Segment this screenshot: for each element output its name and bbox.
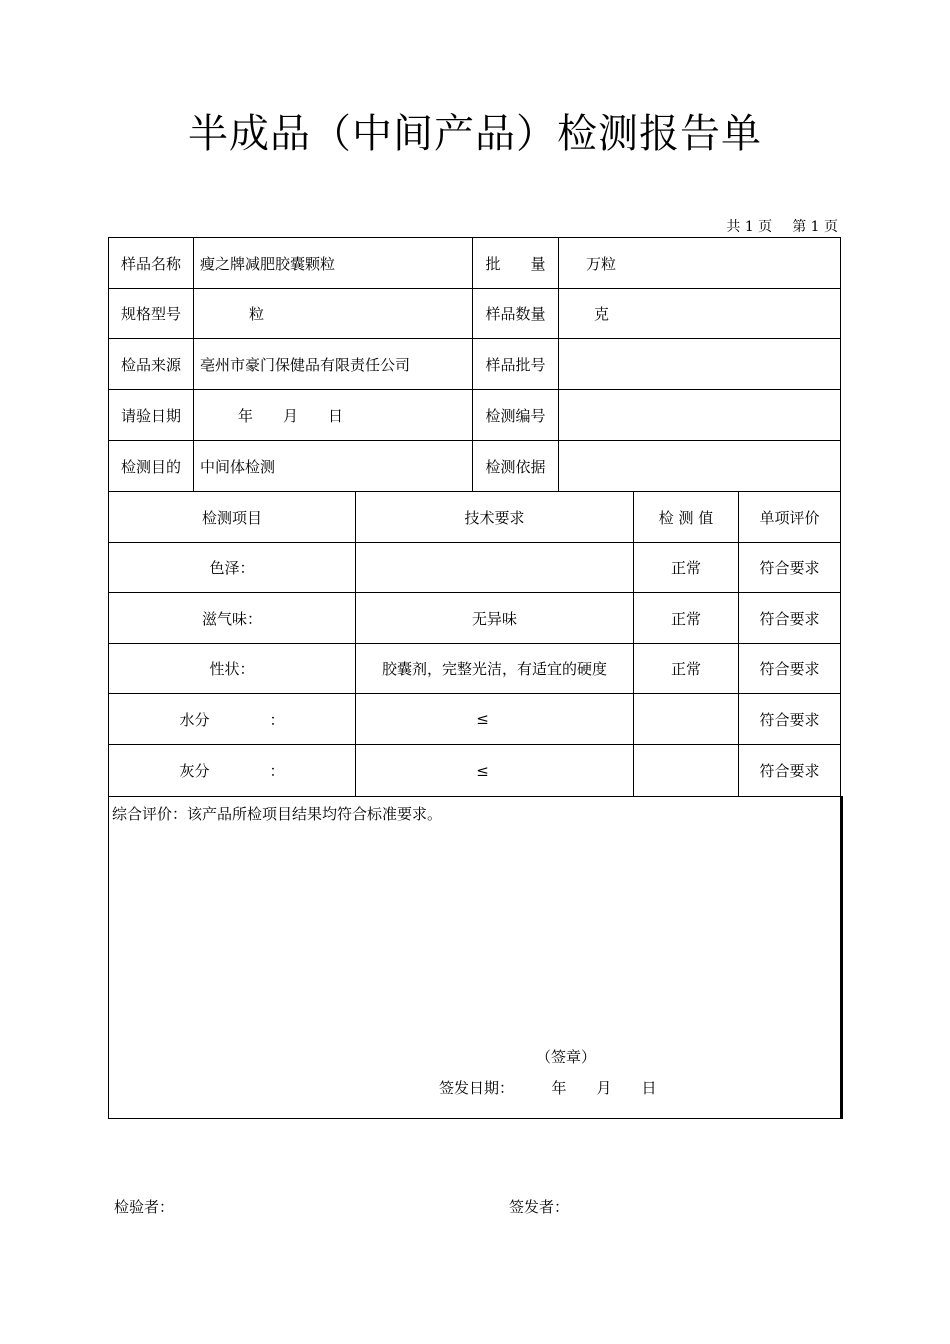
- page-info: [726, 216, 838, 236]
- item-cell: 性状：: [108, 643, 356, 694]
- header-label: 样品数量: [472, 288, 559, 339]
- requirement-cell: ≤: [355, 693, 634, 745]
- document-title: 半成品（中间产品）检测报告单: [188, 111, 762, 157]
- requirement-cell: 无异味: [355, 592, 634, 644]
- header-value: 克: [558, 288, 841, 339]
- header-label: 样品批号: [472, 338, 559, 390]
- evaluation-cell: 符合要求: [738, 592, 841, 644]
- value-cell: [633, 693, 739, 745]
- header-value: 粒: [193, 288, 473, 339]
- requirement-cell: [355, 542, 634, 593]
- item-cell: 灰分 ：: [108, 744, 356, 797]
- column-header: 检 测 值: [633, 491, 739, 543]
- inspector-label: 检验者：: [114, 1198, 175, 1216]
- header-label: 检测编号: [472, 389, 559, 441]
- value-cell: 正常: [633, 643, 739, 694]
- item-cell: 水分 ：: [108, 693, 356, 745]
- header-value: 亳州市豪门保健品有限责任公司: [193, 338, 473, 390]
- page-total: 共 1 页: [726, 219, 773, 235]
- column-header: 单项评价: [738, 491, 841, 543]
- value-cell: 正常: [633, 542, 739, 593]
- header-label: 批 量: [472, 237, 559, 289]
- requirement-cell: 胶囊剂，完整光洁，有适宜的硬度: [355, 643, 634, 694]
- requirement-cell: ≤: [355, 744, 634, 797]
- header-label: 检品来源: [108, 338, 194, 390]
- header-label: 请验日期: [108, 389, 194, 441]
- seal-label: （签章）: [536, 1048, 597, 1066]
- header-label: 检测依据: [472, 440, 559, 492]
- header-label: 样品名称: [108, 237, 194, 289]
- header-value: 万粒: [558, 237, 841, 289]
- evaluation-cell: 符合要求: [738, 643, 841, 694]
- evaluation-cell: 符合要求: [738, 693, 841, 745]
- value-cell: [633, 744, 739, 797]
- header-value: [558, 440, 841, 492]
- item-cell: 滋气味：: [108, 592, 356, 644]
- header-value: 瘦之牌减肥胶囊颗粒: [193, 237, 473, 289]
- header-value: [558, 338, 841, 390]
- table-edge-line: [841, 796, 843, 1119]
- header-value: 年 月 日: [193, 389, 473, 441]
- header-value: [558, 389, 841, 441]
- header-label: 检测目的: [108, 440, 194, 492]
- issue-date: 签发日期： 年 月 日: [439, 1079, 657, 1097]
- header-value: 中间体检测: [193, 440, 473, 492]
- overall-evaluation: 综合评价：该产品所检项目结果均符合标准要求。: [112, 805, 443, 823]
- header-label: 规格型号: [108, 288, 194, 339]
- column-header: 技术要求: [355, 491, 634, 543]
- evaluation-cell: 符合要求: [738, 744, 841, 797]
- evaluation-cell: 符合要求: [738, 542, 841, 593]
- value-cell: 正常: [633, 592, 739, 644]
- page-current: 第 1 页: [792, 219, 838, 235]
- issuer-label: 签发者：: [509, 1198, 570, 1216]
- column-header: 检测项目: [108, 491, 356, 543]
- item-cell: 色泽：: [108, 542, 356, 593]
